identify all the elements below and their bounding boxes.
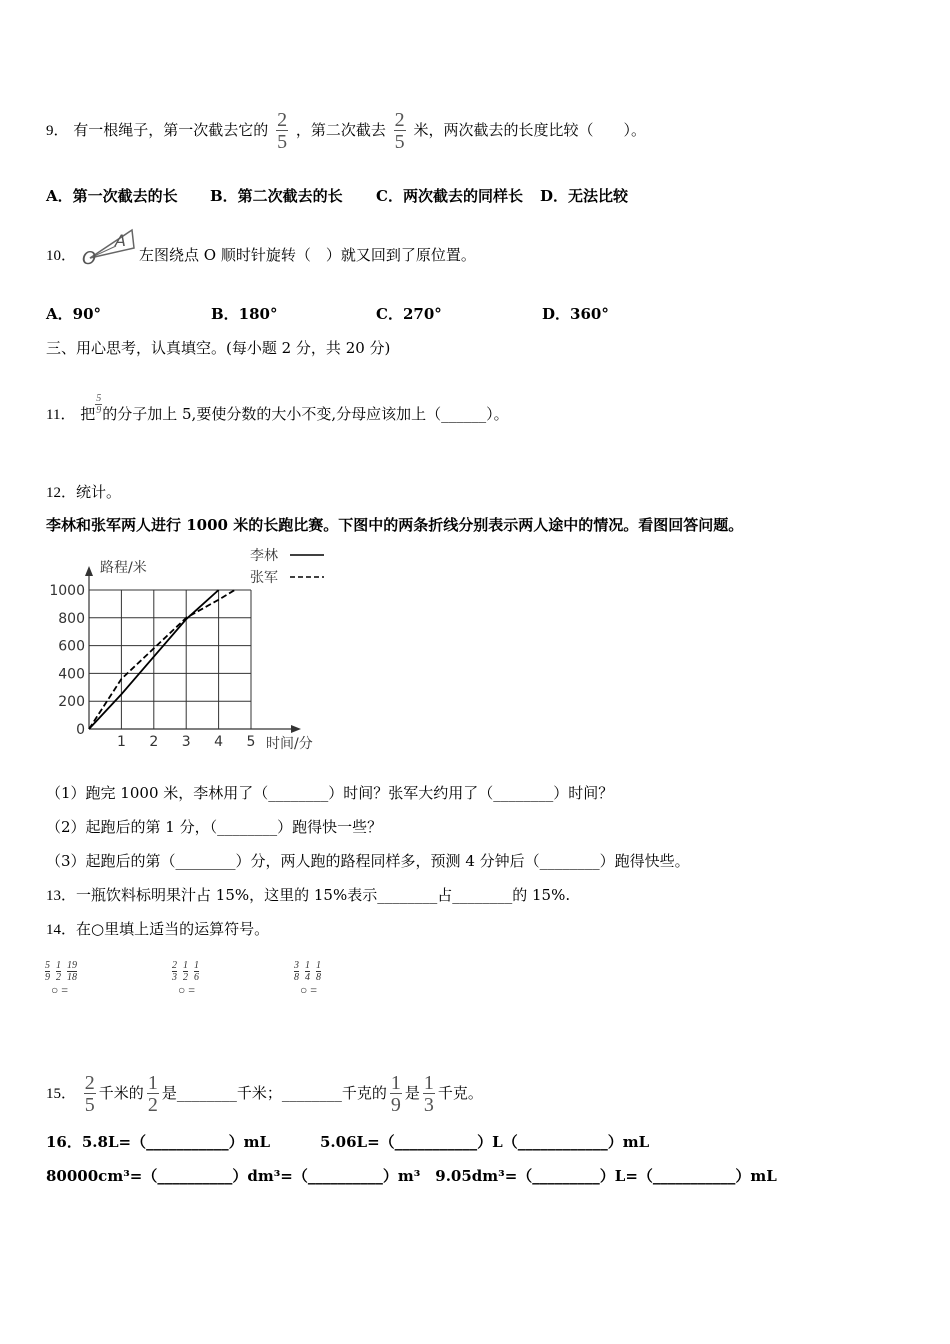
q14-text: 在○里填上适当的运算符号。 <box>76 920 270 938</box>
x-tick-label: 1 <box>116 734 126 750</box>
q12-title-text: 统计。 <box>76 483 122 501</box>
q10-rotation-figure <box>80 224 136 266</box>
chart-axes <box>85 566 301 733</box>
q12-sub3: （3）起跑后的第（________）分，两人跑的路程同样多，预测 4 分钟后（________）跑得快些。 <box>46 852 690 870</box>
q14-g2-frac-2: 1 2 <box>183 960 188 983</box>
q14-number: 14． <box>46 922 77 938</box>
x-axis-label: 时间/分 <box>266 736 313 752</box>
q14-g3-frac-1: 3 8 <box>294 960 299 983</box>
q16-part-2: 5.06L=（___________）L（____________）mL <box>320 1133 650 1151</box>
chart-grid <box>89 590 251 729</box>
q10-options <box>46 304 609 324</box>
q14-g3-frac-3: 1 8 <box>316 960 321 983</box>
y-tick-label: 600 <box>58 638 85 655</box>
chart-legend <box>250 547 324 586</box>
y-tick-label: 0 <box>76 722 85 738</box>
q12-sub1: （1）跑完 1000 米，李林用了（________）时间？张军大约用了（________）时间？ <box>46 784 614 802</box>
q15-fraction-2: $\frac{1}{2}$ <box>147 1072 158 1116</box>
q15-fraction-3: $\frac{1}{9}$ <box>390 1072 401 1116</box>
q9-option-d[interactable]: D．无法比较 <box>540 187 629 205</box>
q9-option-c[interactable]: C．两次截去的同样长 <box>376 187 523 205</box>
q14-g1-frac-2: 1 2 <box>56 960 61 983</box>
q14-g1-operator-blank[interactable]: ○ = <box>51 983 69 997</box>
q13-text: 一瓶饮料标明果汁占 15%，这里的 15%表示________占________的 15%. <box>76 886 571 904</box>
y-axis-arrow <box>85 566 93 576</box>
q14-g3-frac-2: 1 4 <box>305 960 310 983</box>
x-tick-label: 5 <box>246 734 256 750</box>
q14-group-2 <box>172 960 199 998</box>
chart-ticks <box>49 583 255 750</box>
q16-part-1: 16．5.8L=（___________）mL <box>46 1133 271 1151</box>
q14-g2-frac-1: 2 3 <box>172 960 177 983</box>
q9-fraction-2: $\frac{2}{5}$ <box>394 109 405 153</box>
q15-text-3: 是 <box>404 1084 420 1102</box>
q14-stem <box>46 919 269 940</box>
point-o-label: O <box>82 248 97 266</box>
x-tick-label: 4 <box>214 734 224 750</box>
q15-text-1: 千米的 <box>98 1084 144 1102</box>
q13-stem <box>46 885 570 906</box>
y-tick-label: 1000 <box>49 583 85 599</box>
q9-option-b[interactable]: B．第二次截去的长 <box>210 187 343 205</box>
chart-series <box>89 590 235 729</box>
q9-option-a[interactable]: A．第一次截去的长 <box>46 187 178 205</box>
q11-stem <box>46 394 509 425</box>
q15-number: 15． <box>46 1086 77 1102</box>
q9-fraction-1: $\frac{2}{5}$ <box>277 109 288 153</box>
q9-stem <box>46 110 646 152</box>
q9-options <box>46 186 628 206</box>
q11-text-1: 把 <box>80 405 96 423</box>
q12-intro: 李林和张军两人进行 1000 米的长跑比赛。下图中的两条折线分别表示两人途中的情况。看图回答问题。 <box>46 516 744 534</box>
q14-g2-operator-blank[interactable]: ○ = <box>178 983 196 997</box>
q10-stem <box>46 245 76 266</box>
rotation-triangle <box>90 230 134 258</box>
q14-g1-frac-1: 5 9 <box>45 960 50 983</box>
q9-text-1: 有一根绳子，第一次截去它的 <box>73 121 269 139</box>
point-a-label: A <box>115 231 126 250</box>
q10-option-c[interactable]: C．270° <box>376 305 442 323</box>
x-tick-label: 3 <box>181 734 191 750</box>
q10-option-d[interactable]: D．360° <box>542 305 609 323</box>
q14-group-1 <box>45 960 77 998</box>
q15-stem <box>46 1070 483 1117</box>
y-tick-label: 400 <box>58 666 85 683</box>
q11-fraction: $\frac{5}{9}$ <box>96 393 102 416</box>
q11-number: 11． <box>46 407 76 423</box>
q16-line-1 <box>46 1132 650 1152</box>
legend-label-zhangjun: 张军 <box>250 570 278 586</box>
q14-g2-frac-3: 1 6 <box>194 960 199 983</box>
q14-g1-frac-3: 19 18 <box>67 960 77 983</box>
q13-number: 13． <box>46 888 77 904</box>
x-axis-arrow <box>291 725 301 733</box>
section-3-heading: 三、用心思考，认真填空。(每小题 2 分，共 20 分) <box>46 339 391 357</box>
q12-sub2: （2）起跑后的第 1 分，（________）跑得快一些？ <box>46 818 383 836</box>
q10-number: 10． <box>46 248 77 264</box>
q14-group-3 <box>294 960 321 998</box>
q15-fraction-1: $\frac{2}{5}$ <box>84 1072 95 1116</box>
q15-fraction-4: $\frac{1}{3}$ <box>423 1072 434 1116</box>
q10-option-a[interactable]: A．90° <box>46 305 102 323</box>
q9-text-3: 米，两次截去的长度比较（ ）。 <box>413 121 646 139</box>
q14-g3-operator-blank[interactable]: ○ = <box>300 983 318 997</box>
x-tick-label: 2 <box>149 734 159 750</box>
q12-title <box>46 482 121 503</box>
legend-label-lilin: 李林 <box>250 548 278 564</box>
y-axis-label: 路程/米 <box>100 560 147 576</box>
distance-time-chart <box>40 544 340 758</box>
q16-line-2: 80000cm³=（__________）dm³=（__________）m³ 9.05dm³=（_________）L=（___________）mL <box>46 1167 777 1185</box>
q9-number: 9． <box>46 123 69 139</box>
q11-text-2: 的分子加上 5,要使分数的大小不变,分母应该加上（______）。 <box>102 405 509 423</box>
y-tick-label: 800 <box>58 610 85 627</box>
q10-question-text: 左图绕点 O 顺时针旋转（ ）就又回到了原位置。 <box>139 246 476 264</box>
q10-option-b[interactable]: B．180° <box>211 305 278 323</box>
q9-text-2: ，第二次截去 <box>295 121 386 139</box>
y-tick-label: 200 <box>58 694 85 711</box>
q12-number: 12． <box>46 485 77 501</box>
q15-text-2: 是________千米；________千克的 <box>161 1084 387 1102</box>
q10-text <box>139 245 476 265</box>
series-line-zhangjun <box>89 590 235 729</box>
q15-text-4: 千克。 <box>437 1084 483 1102</box>
